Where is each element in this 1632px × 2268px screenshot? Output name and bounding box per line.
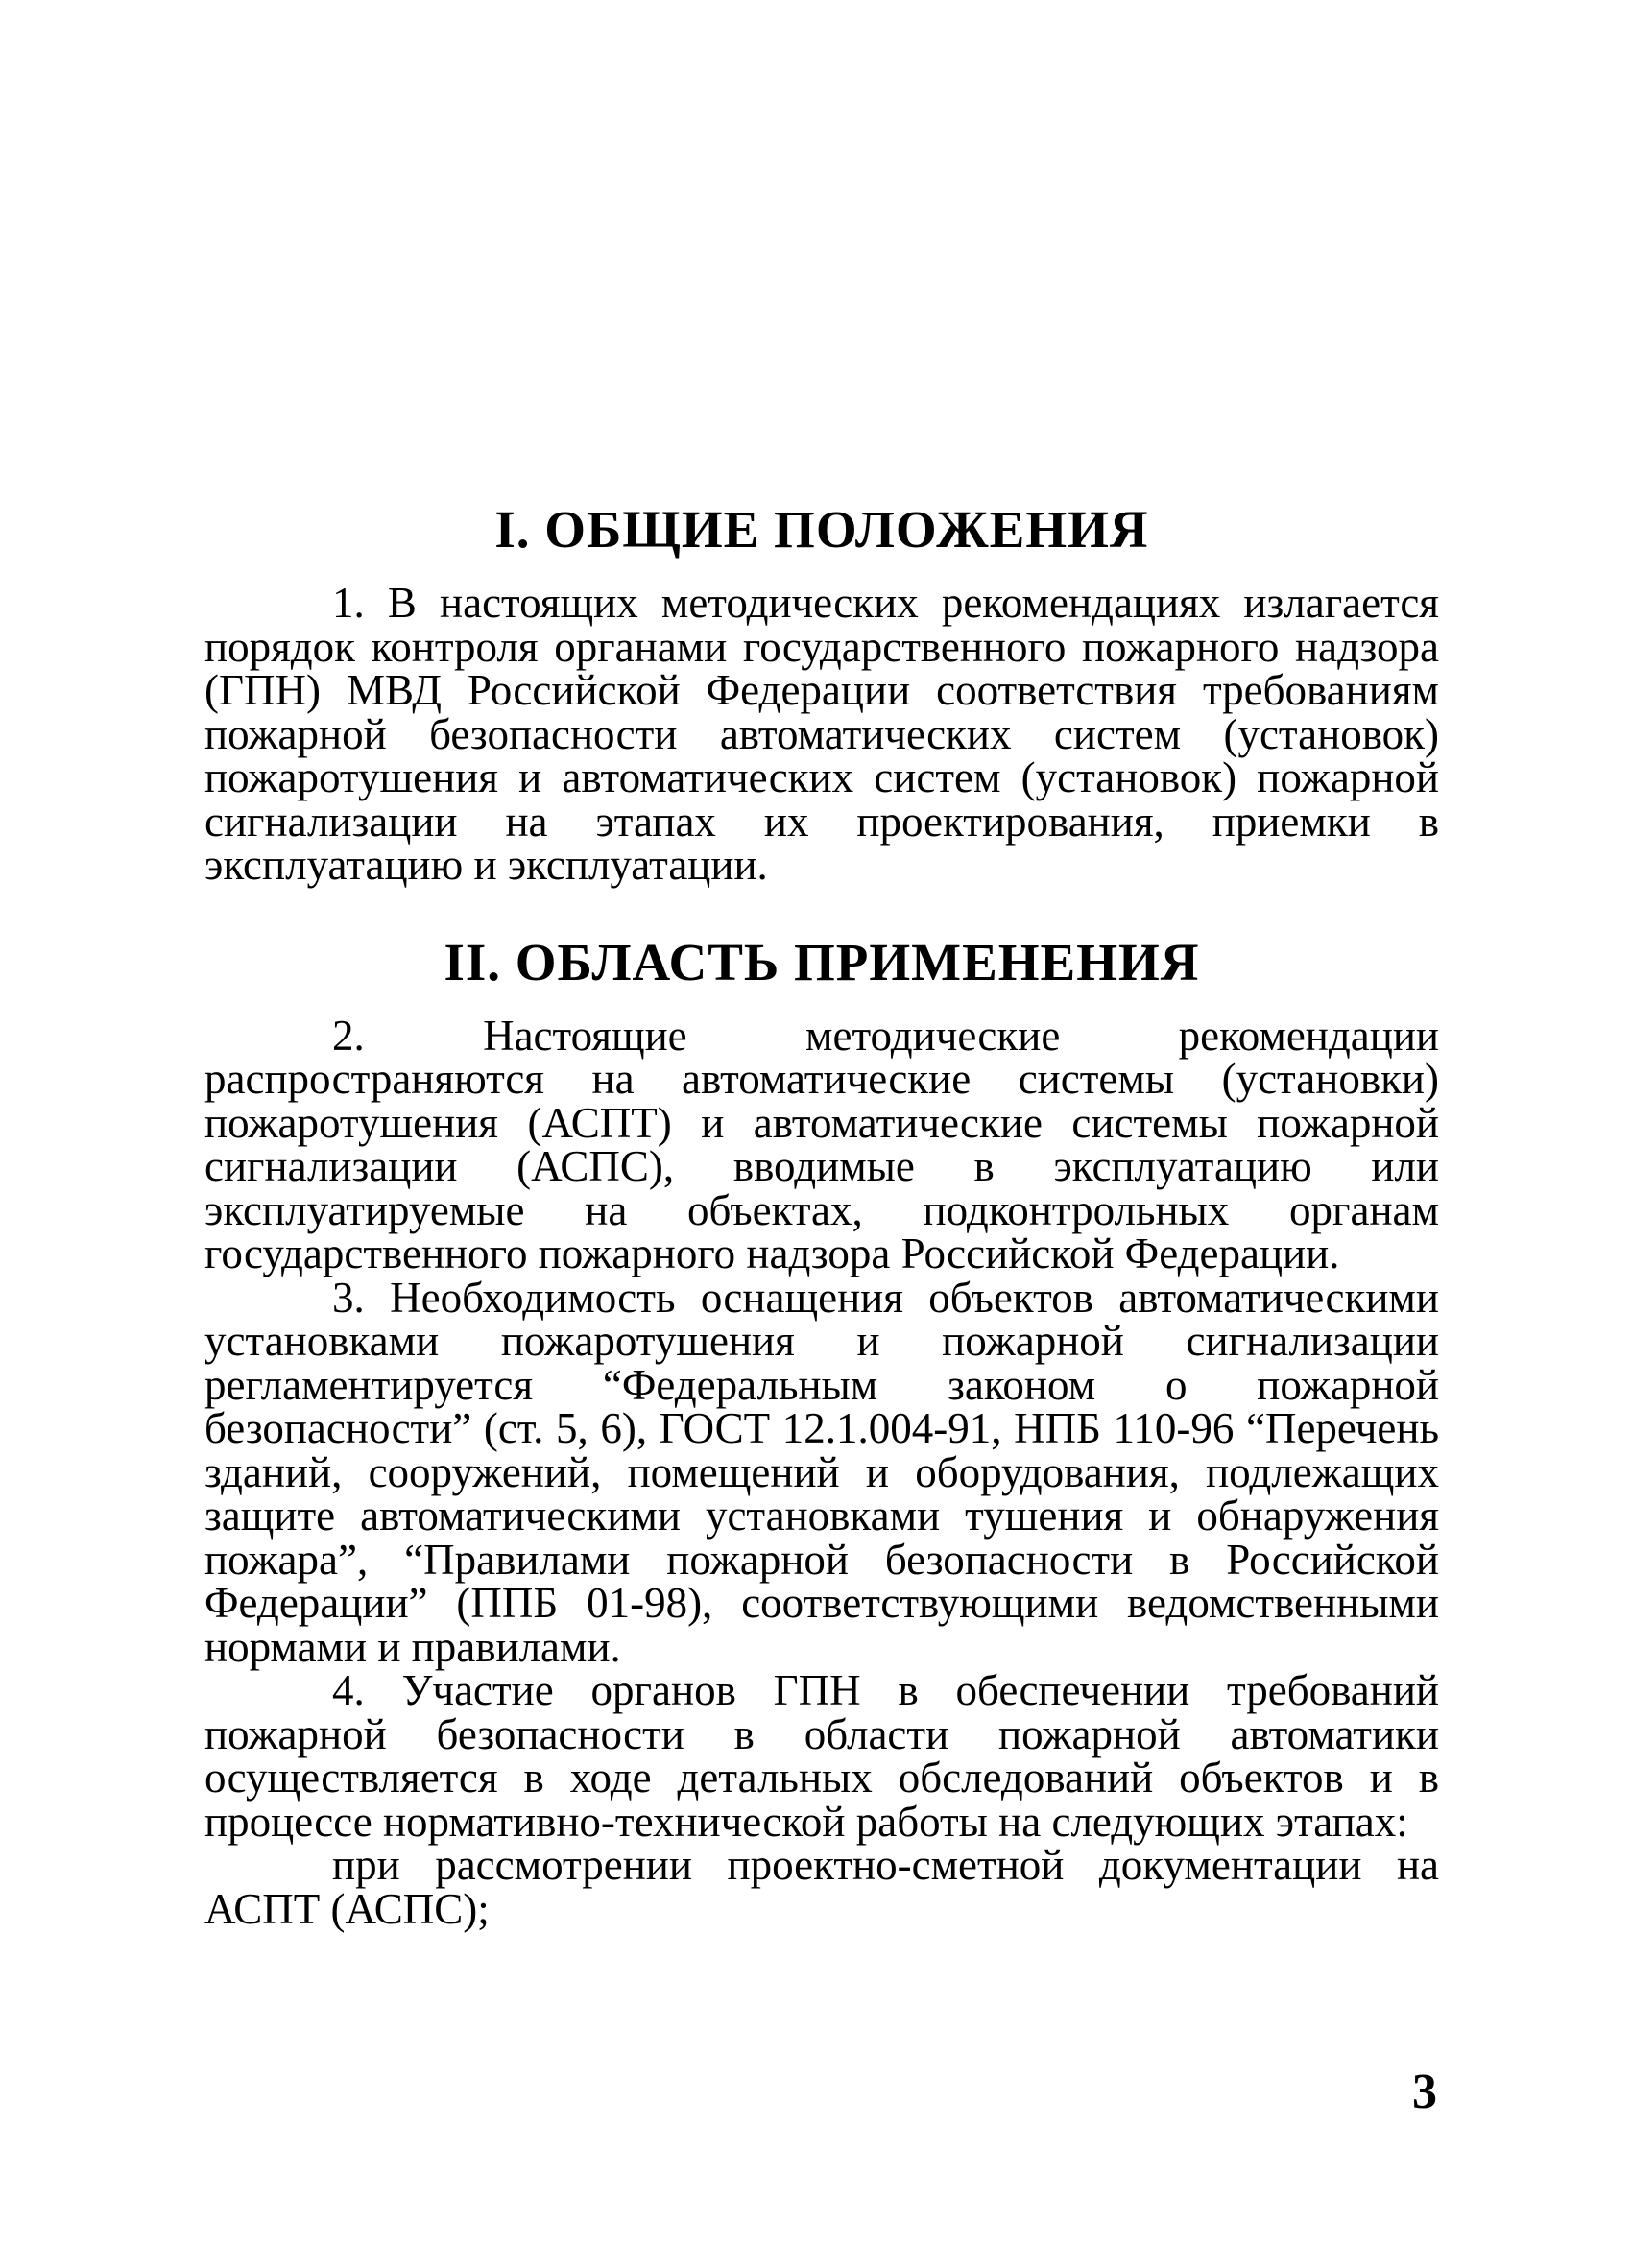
section-heading-general-provisions: I. ОБЩИЕ ПОЛОЖЕНИЯ — [494, 500, 1149, 559]
section-heading-scope: II. ОБЛАСТЬ ПРИМЕНЕНИЯ — [444, 932, 1200, 991]
page-content — [204, 495, 1439, 1931]
paragraph-1: 1. В настоящих методических рекомендациях излагается порядок контроля органами государственного пожарного надзора (ГПН) МВД Российской Федерации соответствия требованиям пожарной безопасности автоматических систем (установок) пожаротушения и автоматических систем (установок) пожарной сигнализации на этапах их проектирования, приемки в эксплуатацию и эксплуатации. — [204, 579, 1439, 889]
page-number: 3 — [1412, 2065, 1437, 2119]
paragraph-3: 3. Необходимость оснащения объектов автоматическими установками пожаротушения и пожарной сигнализации регламентируется “Федеральным законом о пожарной безопасности” (ст. 5, 6), ГОСТ 12.1.004-91, НПБ 110-96 “Перечень зданий, сооружений, помещений и оборудования, подлежащих защите автоматическими установками тушения и обнаружения пожара”, “Правилами пожарной безопасности в Российской Федерации” (ППБ 01-98), соответствующими ведомственными нормами и правилами. — [204, 1273, 1439, 1671]
paragraph-4: 4. Участие органов ГПН в обеспечении требований пожарной безопасности в области пожарной автоматики осуществляется в ходе детальных обследований объектов и в процессе нормативно-технической работы на следующих этапах: — [204, 1666, 1439, 1846]
paragraph-4-item-1: при рассмотрении проектно-сметной документации на АСПТ (АСПС); — [204, 1841, 1439, 1933]
paragraph-2: 2. Настоящие методические рекомендации распространяются на автоматические системы (установки) пожаротушения (АСПТ) и автоматические системы пожарной сигнализации (АСПС), вводимые в эксплуатацию или эксплуатируемые на объектах, подконтрольных органам государственного пожарного надзора Российской Федерации. — [204, 1011, 1439, 1277]
